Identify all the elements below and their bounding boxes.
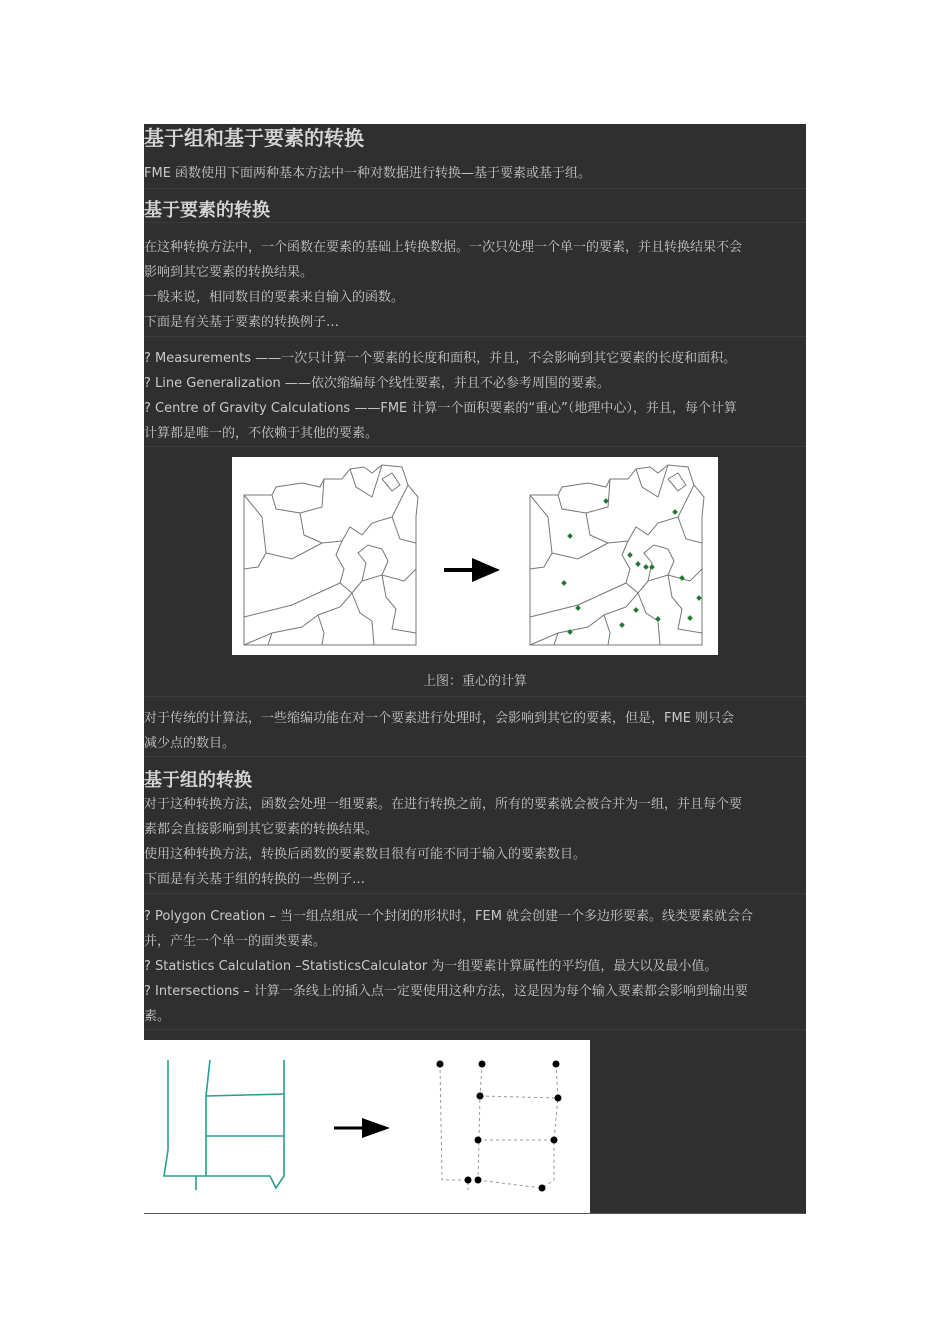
figure-caption: 上图：重心的计算 <box>422 674 527 689</box>
map-before <box>244 465 418 645</box>
intersection-figure-graphic <box>144 1040 590 1214</box>
intro-text: FME 函数使用下面两种基本方法中一种对数据进行转换—基于要素或基于组。 <box>144 166 592 181</box>
input-lines <box>164 1060 284 1190</box>
group-bullet-polygon-creation-b: 并，产生一个单一的面类要素。 <box>144 934 327 949</box>
feature-para-2: 一般来说，相同数目的要素来自输入的函数。 <box>144 290 405 305</box>
divider <box>144 336 806 337</box>
divider <box>144 756 806 757</box>
arrow-right-icon <box>444 558 500 582</box>
divider <box>144 893 806 894</box>
page-title: 基于组和基于要素的转换 <box>144 126 364 150</box>
feature-section-heading: 基于要素的转换 <box>144 200 270 221</box>
feature-bullet-line-generalization: ? Line Generalization ——依次缩编每个线性要素，并且不必参考周围的要素。 <box>144 376 610 391</box>
feature-para-1a: 在这种转换方法中，一个函数在要素的基础上转换数据。一次只处理一个单一的要素，并且转换结果不会 <box>144 240 743 255</box>
divider <box>144 188 806 189</box>
map-after <box>530 465 704 645</box>
intersection-figure <box>144 1040 590 1214</box>
feature-para-1b: 影响到其它要素的转换结果。 <box>144 265 314 280</box>
group-para-1b: 素都会直接影响到其它要素的转换结果。 <box>144 822 379 837</box>
centroid-figure <box>232 457 718 655</box>
bottom-rule <box>144 1213 806 1214</box>
feature-bullet-measurements: ? Measurements ——一次只计算一个要素的长度和面积，并且，不会影响到其它要素的长度和面积。 <box>144 351 737 366</box>
group-para-3: 下面是有关基于组的转换的一些例子… <box>144 872 366 887</box>
group-para-1a: 对于这种转换方法，函数会处理一组要素。在进行转换之前，所有的要素就会被合并为一组，并且每个要 <box>144 797 743 812</box>
article-panel <box>144 124 806 1214</box>
group-bullet-intersections-a: ? Intersections – 计算一条线上的插入点一定要使用这种方法，这是因为每个输入要素都会影响到输出要 <box>144 984 748 999</box>
feature-note-b: 减少点的数目。 <box>144 736 236 751</box>
group-bullet-polygon-creation-a: ? Polygon Creation – 当一组点组成一个封闭的形状时，FEM 就会创建一个多边形要素。线类要素就会合 <box>144 909 754 924</box>
intersection-points <box>437 1061 562 1192</box>
divider <box>144 446 806 447</box>
group-bullet-statistics: ? Statistics Calculation –StatisticsCalculator 为一组要素计算属性的平均值，最大以及最小值。 <box>144 959 718 974</box>
feature-note-a: 对于传统的计算法，一些缩编功能在对一个要素进行处理时，会影响到其它的要素，但是，FME 则只会 <box>144 711 735 726</box>
group-para-2: 使用这种转换方法，转换后函数的要素数目很有可能不同于输入的要素数目。 <box>144 847 587 862</box>
output-lines <box>440 1064 558 1190</box>
centroid-figure-graphic <box>232 457 718 655</box>
group-bullet-intersections-b: 素。 <box>144 1009 171 1024</box>
divider <box>144 696 806 697</box>
feature-para-3: 下面是有关基于要素的转换例子… <box>144 315 340 330</box>
divider <box>144 1029 806 1030</box>
feature-bullet-centre-of-gravity-b: 计算都是唯一的，不依赖于其他的要素。 <box>144 426 379 441</box>
feature-bullet-centre-of-gravity-a: ? Centre of Gravity Calculations ——FME 计算一个面积要素的“重心”（地理中心），并且，每个计算 <box>144 401 737 416</box>
group-section-heading: 基于组的转换 <box>144 770 252 791</box>
divider <box>144 222 806 223</box>
arrow-right-icon <box>334 1118 390 1138</box>
